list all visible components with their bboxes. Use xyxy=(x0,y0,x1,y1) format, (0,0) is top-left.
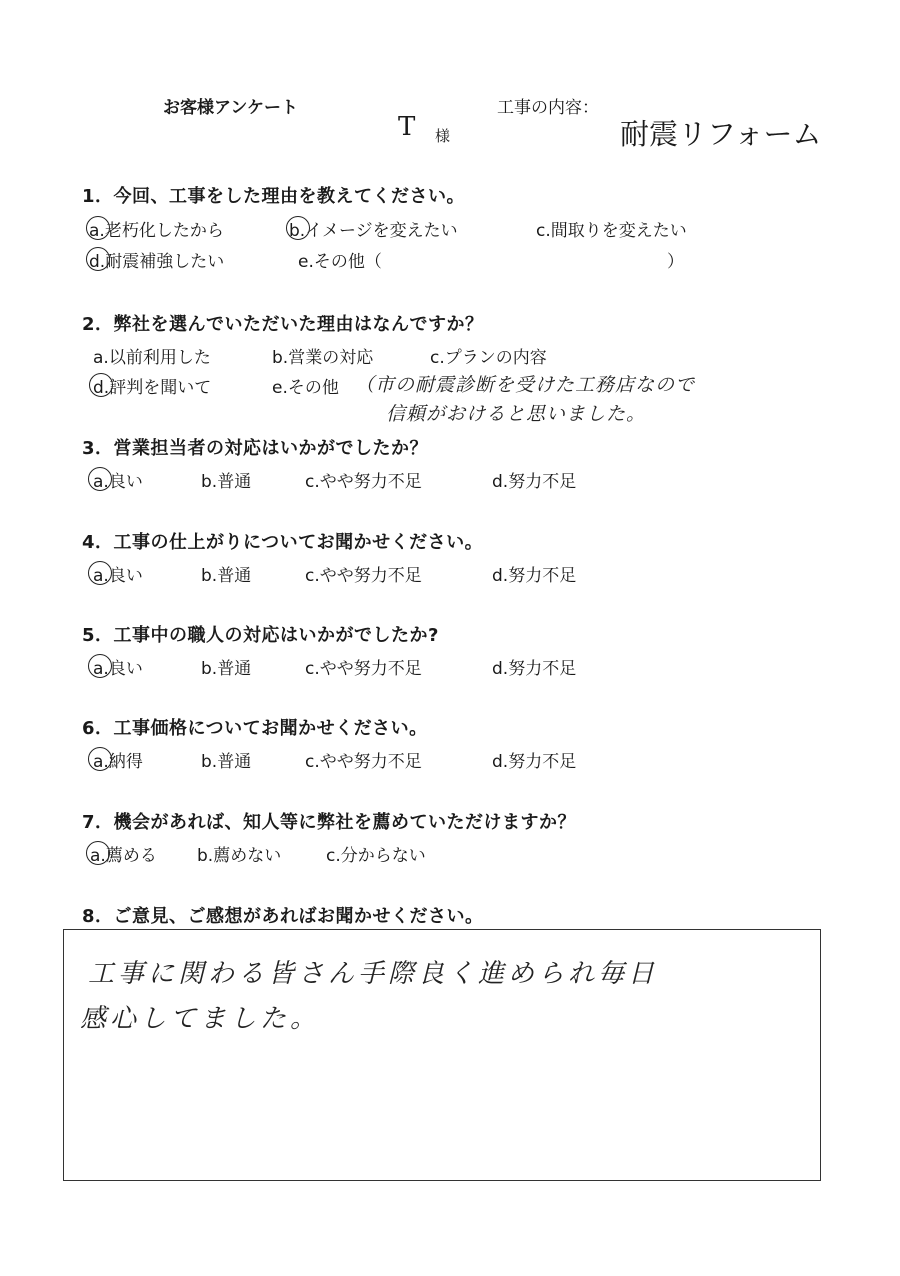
q2-option-d[interactable]: d.評判を聞いて xyxy=(93,378,212,398)
q4-option-d[interactable]: d.努力不足 xyxy=(492,566,577,586)
question-7: 7．機会があれば、知人等に弊社を薦めていただけますか？ xyxy=(82,812,577,833)
q1-option-b[interactable]: b.イメージを変えたい xyxy=(289,221,458,241)
q6-option-d[interactable]: d.努力不足 xyxy=(492,752,577,772)
q1-option-d[interactable]: d.耐震補強したい xyxy=(89,252,225,272)
q7-option-a[interactable]: a.薦める xyxy=(90,846,157,866)
question-2: 2．弊社を選んでいただいた理由はなんですか？ xyxy=(82,314,484,335)
question-6: 6．工事価格についてお聞かせください。 xyxy=(82,718,428,739)
q2-option-e[interactable]: e.その他 xyxy=(272,378,339,398)
q5-option-a[interactable]: a.良い xyxy=(93,659,143,679)
q5-option-c[interactable]: c.やや努力不足 xyxy=(305,659,422,679)
q1-selected-b-circle xyxy=(286,216,310,240)
q3-option-a[interactable]: a.良い xyxy=(93,472,143,492)
q1-option-a[interactable]: a.老朽化したから xyxy=(89,221,224,241)
q5-option-d[interactable]: d.努力不足 xyxy=(492,659,577,679)
question-4: 4．工事の仕上がりについてお聞かせください。 xyxy=(82,532,484,553)
q4-option-c[interactable]: c.やや努力不足 xyxy=(305,566,422,586)
q6-option-a[interactable]: a.納得 xyxy=(93,752,143,772)
work-content-label: 工事の内容： xyxy=(497,98,599,118)
q6-option-c[interactable]: c.やや努力不足 xyxy=(305,752,422,772)
q7-option-c[interactable]: c.分からない xyxy=(326,846,426,866)
q6-selected-a-circle xyxy=(88,747,112,771)
q4-selected-a-circle xyxy=(88,561,112,585)
q2-handwritten-line-1: （市の耐震診断を受けた工務店なので xyxy=(355,374,696,396)
q2-selected-d-circle xyxy=(89,373,113,397)
customer-name: T xyxy=(398,112,416,142)
q2-option-c[interactable]: c.プランの内容 xyxy=(430,348,547,368)
q1-option-e[interactable]: e.その他（ xyxy=(298,252,382,272)
q3-option-c[interactable]: c.やや努力不足 xyxy=(305,472,422,492)
q5-selected-a-circle xyxy=(88,654,112,678)
q3-option-b[interactable]: b.普通 xyxy=(201,472,252,492)
q2-option-a[interactable]: a.以前利用した xyxy=(93,348,211,368)
work-content-value: 耐震リフォーム xyxy=(620,117,822,151)
q3-option-d[interactable]: d.努力不足 xyxy=(492,472,577,492)
question-3: 3．営業担当者の対応はいかがでしたか？ xyxy=(82,438,429,459)
q1-selected-a-circle xyxy=(86,216,110,240)
customer-honorific: 様 xyxy=(435,127,451,145)
q4-option-a[interactable]: a.良い xyxy=(93,566,143,586)
q3-selected-a-circle xyxy=(88,467,112,491)
q4-option-b[interactable]: b.普通 xyxy=(201,566,252,586)
q7-selected-a-circle xyxy=(86,841,110,865)
comment-handwritten-line-1: 工事に関わる皆さん手際良く進められ毎日 xyxy=(88,959,659,989)
question-8: 8．ご意見、ご感想があればお聞かせください。 xyxy=(82,906,484,927)
q5-option-b[interactable]: b.普通 xyxy=(201,659,252,679)
q7-option-b[interactable]: b.薦めない xyxy=(197,846,282,866)
q1-option-c[interactable]: c.間取りを変えたい xyxy=(536,221,687,241)
q6-option-b[interactable]: b.普通 xyxy=(201,752,252,772)
q2-option-b[interactable]: b.営業の対応 xyxy=(272,348,374,368)
question-1: 1．今回、工事をした理由を教えてください。 xyxy=(82,186,466,207)
comment-handwritten-line-2: 感心してました。 xyxy=(80,1004,321,1034)
survey-title: お客様アンケート xyxy=(163,98,298,118)
q2-handwritten-line-2: 信頼がおけると思いました。 xyxy=(386,403,647,425)
q1-selected-d-circle xyxy=(86,247,110,271)
q1-option-e-close: ） xyxy=(667,252,684,272)
question-5: 5．工事中の職人の対応はいかがでしたか? xyxy=(82,625,439,646)
